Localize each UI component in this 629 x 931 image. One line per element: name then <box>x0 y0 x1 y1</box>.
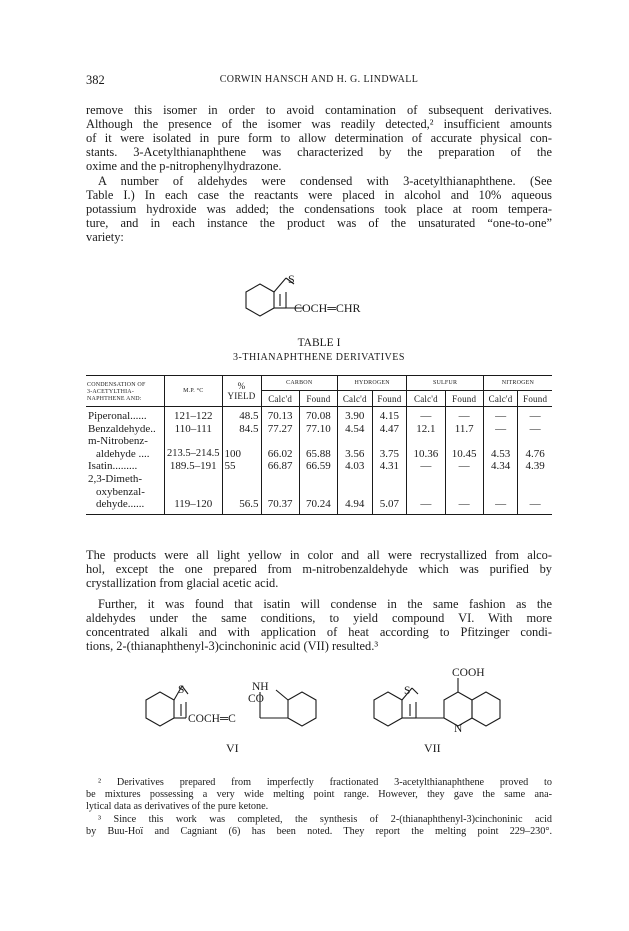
cell-s-found: — <box>445 460 483 473</box>
cell-h-found: 5.07 <box>372 498 407 514</box>
sulfur-label: S <box>288 272 295 286</box>
table-title: 3-THIANAPHTHENE DERIVATIVES <box>233 352 405 363</box>
cell-h-calc: 4.94 <box>338 498 373 514</box>
header-yield: % YIELD <box>222 376 261 407</box>
cell-h-calc: 4.03 <box>338 460 373 473</box>
cell-h-calc: 4.54 <box>338 423 373 436</box>
cell-compound: Piperonal...... <box>86 407 165 423</box>
text-line: variety: <box>86 230 124 244</box>
cell-empty <box>518 473 552 486</box>
text-line: tions, 2-(thianaphthenyl-3)cinchoninic acid (VII) resulted.³ <box>86 639 379 653</box>
cell-c-found: 70.24 <box>299 498 337 514</box>
footnote-line: ² Derivatives prepared from imperfectly fractionated 3-acetylthianaphthene proved to <box>98 777 552 788</box>
cell-empty <box>445 473 483 486</box>
cell-h-found: 4.15 <box>372 407 407 423</box>
cell-mp: 121–122 <box>165 407 223 423</box>
cell-empty <box>299 473 337 486</box>
cell-empty <box>165 486 223 499</box>
cell-s-calc: — <box>407 407 445 423</box>
cell-empty <box>518 486 552 499</box>
cell-empty <box>299 486 337 499</box>
benzene-ring-shape <box>246 284 274 316</box>
cell-h-found: 4.31 <box>372 460 407 473</box>
cell-h-calc: 3.90 <box>338 407 373 423</box>
cell-n-found: — <box>529 422 541 435</box>
cell-empty <box>407 435 445 448</box>
cell-empty <box>222 473 261 486</box>
cell-s-calc: 12.1 <box>407 423 445 436</box>
side-chain-label: COCH═C <box>188 713 236 725</box>
text-line: stants. 3-Acetylthianaphthene was characterized by the preparation of the <box>86 145 552 159</box>
header-n-calc: Calc'd <box>483 391 518 407</box>
cell-s-calc: 10.36 <box>407 448 445 461</box>
header-line: CONDENSATION OF <box>87 381 146 388</box>
cell-empty <box>518 435 552 448</box>
cell-empty <box>338 473 373 486</box>
cell-empty <box>222 486 261 499</box>
text-line: ture, and in each instance the product was of the unsaturated “one-to-one” <box>86 216 552 230</box>
text-line: The products were all light yellow in color and all were recrystallized from alco- <box>86 548 552 562</box>
footnote-3 <box>86 814 552 838</box>
table-row <box>86 435 552 448</box>
cell-n-calc: — <box>483 498 518 514</box>
cell-empty <box>445 435 483 448</box>
cell-yield: 55 <box>222 460 261 473</box>
cell-n-calc: 4.34 <box>483 460 518 473</box>
cell-h-found: 3.75 <box>372 448 407 461</box>
cell-empty <box>338 435 373 448</box>
cell-yield: 84.5 <box>222 423 261 436</box>
cell-c-found: 70.08 <box>299 407 337 423</box>
sulfur-label: S <box>404 685 411 697</box>
cell-yield: 48.5 <box>222 407 261 423</box>
cell-n-found: — <box>529 498 541 511</box>
header-nitrogen: NITROGEN <box>483 376 552 391</box>
page-header <box>86 73 552 89</box>
cell-c-found: 65.88 <box>299 448 337 461</box>
header-h-found: Found <box>372 391 407 407</box>
cell-compound: Isatin......... <box>86 460 165 473</box>
cell-yield: 100 <box>222 448 261 461</box>
footnote-line: be mixtures possessing a very wide melting point range. However, they gave the same ana- <box>86 789 552 800</box>
cell-compound: dehyde...... <box>86 498 165 514</box>
cell-n-calc: 4.53 <box>483 448 518 461</box>
text-line: aldehydes under the same conditions, to yield compound VI. With more <box>86 611 552 625</box>
cell-compound: Benzaldehyde.. <box>86 423 165 436</box>
cell-mp: 213.5–214.5 <box>165 448 223 461</box>
cell-c-calc: 66.02 <box>261 448 299 461</box>
header-line: 3-ACETYLTHIA- <box>87 388 135 395</box>
header-carbon: CARBON <box>261 376 338 391</box>
cell-empty <box>372 473 407 486</box>
header-c-found: Found <box>299 391 337 407</box>
cell-c-found: 66.59 <box>299 460 337 473</box>
cell-empty <box>261 435 299 448</box>
cell-compound: aldehyde .... <box>86 448 165 461</box>
header-sulfur: SULFUR <box>407 376 484 391</box>
cell-c-calc: 70.13 <box>261 407 299 423</box>
table-number: TABLE I <box>297 337 341 349</box>
cell-s-calc: — <box>407 460 445 473</box>
header-mp: M.P. °C <box>165 376 223 407</box>
paragraph-products <box>86 548 552 590</box>
cell-n-found: 4.76 <box>525 447 545 460</box>
cell-empty <box>372 486 407 499</box>
cell-c-calc: 66.87 <box>261 460 299 473</box>
structure-compound-vii <box>360 660 550 768</box>
cell-yield: 56.5 <box>222 498 261 514</box>
cell-n-calc: — <box>483 423 518 436</box>
table-row <box>86 473 552 486</box>
table-row <box>86 423 552 436</box>
text-line: oxime and the p-nitrophenylhydrazone. <box>86 159 282 173</box>
table-row <box>86 486 552 499</box>
cell-empty <box>338 486 373 499</box>
paragraph-isatin <box>86 597 552 653</box>
cell-empty <box>165 435 223 448</box>
side-chain-label: COCH═CHR <box>294 301 361 315</box>
table-row <box>86 407 552 423</box>
running-title: CORWIN HANSCH AND H. G. LINDWALL <box>219 74 419 85</box>
compound-label: VII <box>424 741 441 755</box>
header-s-calc: Calc'd <box>407 391 445 407</box>
cell-empty <box>483 435 518 448</box>
nh-label: NH <box>252 681 269 693</box>
sulfur-label: S <box>178 684 185 696</box>
text-line: Table I.) In each case the reactants were placed in alcohol and 10% aqueous <box>86 188 552 202</box>
paragraph-isomer <box>86 103 552 173</box>
header-condensation <box>86 376 165 407</box>
cell-compound: m-Nitrobenz- <box>86 435 165 448</box>
cell-n-found: 4.39 <box>525 460 545 473</box>
footnote-2 <box>86 777 552 813</box>
text-line: of it were isolated in pure form to allow determination of accurate physical con- <box>86 131 552 145</box>
structure-general-product <box>230 250 410 330</box>
cell-empty <box>483 486 518 499</box>
footnote-line: lytical data as derivatives of the pure ketone. <box>86 801 269 812</box>
text-line: Further, it was found that isatin will condense in the same fashion as the <box>98 597 552 611</box>
structure-compound-vi <box>140 668 340 768</box>
cell-h-found: 4.47 <box>372 423 407 436</box>
cell-c-calc: 70.37 <box>261 498 299 514</box>
cell-s-found: — <box>445 407 483 423</box>
cell-empty <box>222 435 261 448</box>
table-row <box>86 460 552 473</box>
cell-s-found: 11.7 <box>445 423 483 436</box>
cell-empty <box>165 473 223 486</box>
text-line: crystallization from glacial acetic acid. <box>86 576 279 590</box>
cell-compound: 2,3-Dimeth- <box>86 473 165 486</box>
cell-empty <box>445 486 483 499</box>
header-c-calc: Calc'd <box>261 391 299 407</box>
text-line: hol, except the one prepared from m-nitrobenzaldehyde which was purified by <box>86 562 552 576</box>
cooh-label: COOH <box>452 667 485 679</box>
text-line: Although the presence of the isomer was readily detected,² insufficient amounts <box>86 117 552 131</box>
cell-s-found: — <box>445 498 483 514</box>
cell-mp: 110–111 <box>165 423 223 436</box>
header-line: NAPHTHENE AND: <box>87 395 142 402</box>
header-n-found: Found <box>523 393 548 404</box>
cell-s-found: 10.45 <box>445 448 483 461</box>
cell-mp: 119–120 <box>165 498 223 514</box>
cell-empty <box>483 473 518 486</box>
co-label: CO <box>248 693 264 705</box>
footnote-line: ³ Since this work was completed, the synthesis of 2-(thianaphthenyl-3)cinchoninic acid <box>98 814 552 825</box>
page-number: 382 <box>86 73 105 87</box>
paragraph-aldehydes <box>86 174 552 244</box>
header-h-calc: Calc'd <box>338 391 373 407</box>
cell-empty <box>261 486 299 499</box>
cell-empty <box>407 473 445 486</box>
cell-compound: oxybenzal- <box>86 486 165 499</box>
text-line: remove this isomer in order to avoid contamination of subsequent derivatives. <box>86 103 552 117</box>
text-line: A number of aldehydes were condensed with 3-acetylthianaphthene. (See <box>98 174 552 188</box>
cell-empty <box>261 473 299 486</box>
cell-n-found: — <box>529 410 541 422</box>
cell-c-calc: 77.27 <box>261 423 299 436</box>
cell-h-calc: 3.56 <box>338 448 373 461</box>
compound-label: VI <box>226 741 239 755</box>
text-line: concentrated alkali and with application of heat according to Pfitzinger condi- <box>86 625 552 639</box>
cell-c-found: 77.10 <box>299 423 337 436</box>
cell-n-calc: — <box>483 407 518 423</box>
cell-empty <box>372 435 407 448</box>
header-hydrogen: HYDROGEN <box>338 376 407 391</box>
table-i <box>86 375 552 515</box>
nitrogen-label: N <box>454 723 463 735</box>
cell-mp: 189.5–191 <box>165 460 223 473</box>
footnote-line: by Buu-Hoï and Cagniant (6) has been noted. They report the melting point 229–230°. <box>86 826 552 837</box>
cell-s-calc: — <box>407 498 445 514</box>
cell-empty <box>407 486 445 499</box>
cell-empty <box>299 435 337 448</box>
table-row <box>86 448 552 461</box>
table-row <box>86 498 552 514</box>
header-s-found: Found <box>445 391 483 407</box>
text-line: potassium hydroxide was added; the condensations took place at room tempera- <box>86 202 552 216</box>
